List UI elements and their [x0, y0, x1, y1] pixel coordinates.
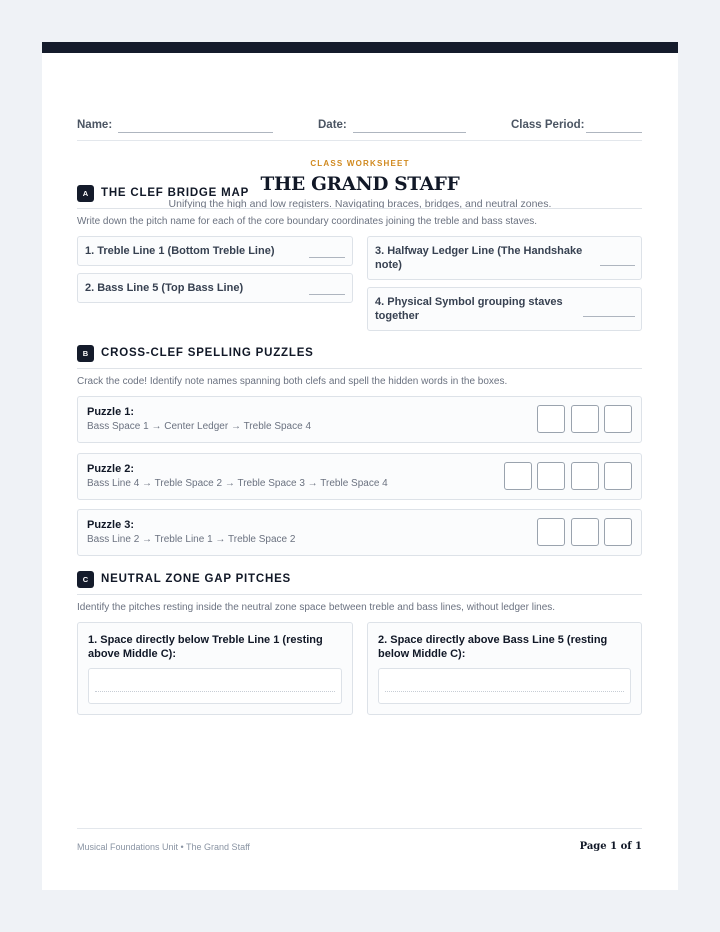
letter-box[interactable] [571, 462, 599, 490]
worksheet-page [42, 42, 678, 890]
section-a-title: THE CLEF BRIDGE MAP [101, 187, 250, 199]
letter-box[interactable] [537, 405, 565, 433]
page-footer [77, 828, 642, 858]
section-b-description: Crack the code! Identify note names spanning both clefs and spell the hidden words in the boxes. [77, 376, 508, 387]
gap-question-card-2 [367, 622, 642, 715]
answer-blank[interactable] [600, 265, 635, 266]
bridge-item-4 [367, 287, 642, 331]
date-label: Date: [318, 119, 347, 131]
section-a-header [77, 185, 642, 209]
letter-box[interactable] [537, 518, 565, 546]
bridge-item-3 [367, 236, 642, 280]
page-title: THE GRAND STAFF [260, 174, 460, 195]
gap-question-text: 2. Space directly above Bass Line 5 (resting below Middle C): [378, 634, 608, 660]
section-b-badge: B [77, 345, 94, 362]
answer-blank[interactable] [583, 316, 635, 317]
gap-question-card-1 [77, 622, 353, 715]
puzzle-card-3 [77, 509, 642, 556]
gap-question-text: 1. Space directly below Treble Line 1 (resting above Middle C): [88, 634, 323, 660]
student-info-header [77, 119, 642, 141]
letter-box[interactable] [604, 462, 632, 490]
section-c-title: NEUTRAL ZONE GAP PITCHES [101, 573, 292, 585]
puzzle-title: Puzzle 2: [87, 463, 135, 475]
section-b-header [77, 345, 642, 369]
name-blank[interactable] [118, 132, 273, 133]
footer-unit-text: Musical Foundations Unit • The Grand Staff [77, 842, 250, 852]
bridge-item-2 [77, 273, 353, 303]
letter-box[interactable] [504, 462, 532, 490]
bridge-item-label: 2. Bass Line 5 (Top Bass Line) [85, 282, 244, 294]
letter-box[interactable] [571, 518, 599, 546]
puzzle-card-2 [77, 453, 642, 500]
puzzle-title: Puzzle 1: [87, 406, 135, 418]
puzzle-card-1 [77, 396, 642, 443]
bridge-item-label: 3. Halfway Ledger Line (The Handshake note) [375, 245, 583, 271]
name-label: Name: [77, 119, 113, 131]
puzzle-title: Puzzle 3: [87, 519, 135, 531]
answer-blank[interactable] [309, 294, 345, 295]
page-subtitle: Unifying the high and low registers. Navigating braces, bridges, and neutral zones. [168, 198, 552, 210]
date-blank[interactable] [353, 132, 466, 133]
worksheet-kicker: CLASS WORKSHEET [310, 159, 410, 168]
answer-blank[interactable] [309, 257, 345, 258]
bridge-item-label: 4. Physical Symbol grouping staves together [375, 296, 563, 322]
letter-box[interactable] [604, 518, 632, 546]
letter-box[interactable] [537, 462, 565, 490]
gap-answer-field[interactable] [378, 668, 631, 704]
section-b-title: CROSS-CLEF SPELLING PUZZLES [101, 347, 314, 359]
bridge-item-label: 1. Treble Line 1 (Bottom Treble Line) [85, 245, 275, 257]
page-number: Page 1 of 1 [579, 841, 642, 852]
class-period-label: Class Period: [511, 119, 585, 131]
section-a-badge: A [77, 185, 94, 202]
letter-box[interactable] [571, 405, 599, 433]
letter-box[interactable] [604, 405, 632, 433]
section-c-badge: C [77, 571, 94, 588]
section-c-header [77, 571, 642, 595]
puzzle-path: Bass Space 1 → Center Ledger → Treble Space 4 [87, 421, 312, 432]
top-bar [42, 42, 678, 53]
class-period-blank[interactable] [586, 132, 642, 133]
puzzle-path: Bass Line 2 → Treble Line 1 → Treble Space 2 [87, 534, 296, 545]
puzzle-path: Bass Line 4 → Treble Space 2 → Treble Space 3 → Treble Space 4 [87, 478, 388, 489]
bridge-item-1 [77, 236, 353, 266]
section-a-description: Write down the pitch name for each of the core boundary coordinates joining the treble and bass staves. [77, 216, 538, 227]
section-c-description: Identify the pitches resting inside the neutral zone space between treble and bass lines, without ledger lines. [77, 602, 556, 613]
gap-answer-field[interactable] [88, 668, 342, 704]
